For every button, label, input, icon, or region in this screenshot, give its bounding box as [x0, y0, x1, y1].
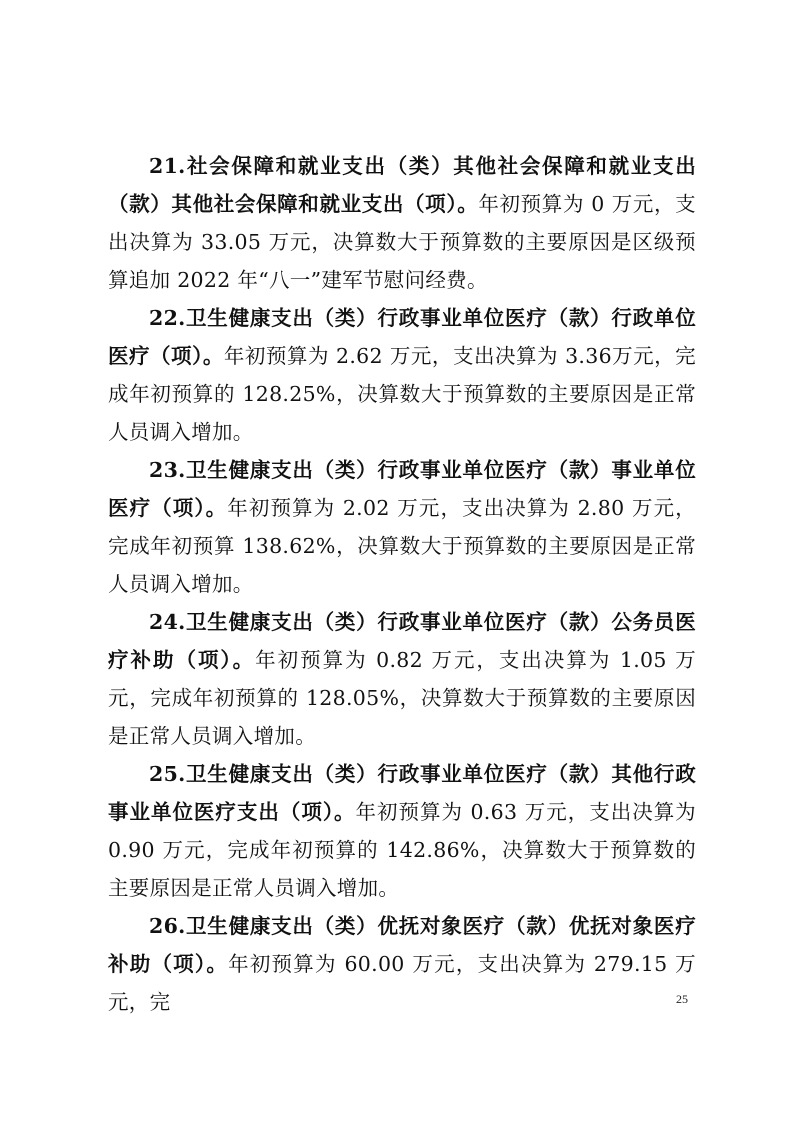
paragraph-21 — [108, 147, 696, 299]
paragraph-heading: 24.卫生健康支出（类）行政事业单位医疗（款）公务员医疗补助（项）。 — [108, 610, 696, 672]
page-number: 25 — [676, 992, 688, 1006]
paragraph-text: 年初预算为 0.63 万元，支出决算为 0.90 万元，完成年初预算的 142.86%，决算数大于预算数的主要原因是正常人员调入增加。 — [108, 800, 696, 900]
paragraph-26 — [108, 907, 696, 1021]
paragraph-heading: 22.卫生健康支出（类）行政事业单位医疗（款）行政单位医疗（项）。 — [108, 306, 696, 368]
paragraph-heading: 21.社会保障和就业支出（类）其他社会保障和就业支出（款）其他社会保障和就业支出（项）。 — [108, 154, 696, 216]
document-body — [108, 147, 696, 1021]
paragraph-22 — [108, 299, 696, 451]
paragraph-text: 年初预算为 60.00 万元，支出决算为 279.15 万元，完 — [108, 952, 696, 1014]
paragraph-23 — [108, 451, 696, 603]
paragraph-text: 年初预算为 0.82 万元，支出决算为 1.05 万元，完成年初预算的 128.05%，决算数大于预算数的主要原因是正常人员调入增加。 — [108, 648, 697, 748]
paragraph-24 — [108, 603, 696, 755]
paragraph-heading: 26.卫生健康支出（类）优抚对象医疗（款）优抚对象医疗 补助（项）。 — [108, 914, 696, 976]
paragraph-heading: 23.卫生健康支出（类）行政事业单位医疗（款）事业单位医疗（项）。 — [108, 458, 696, 520]
paragraph-heading: 25.卫生健康支出（类）行政事业单位医疗（款）其他行政 事业单位医疗支出（项）。 — [108, 762, 696, 824]
paragraph-text: 年初预算为 2.02 万元，支出决算为 2.80 万元，完成年初预算 138.62%，决算数大于预算数的主要原因是正常人员调入增加。 — [108, 496, 696, 596]
paragraph-25 — [108, 755, 696, 907]
paragraph-text: 年初预算为 2.62 万元，支出决算为 3.36万元，完成年初预算的 128.25%，决算数大于预算数的主要原因是正常人员调入增加。 — [108, 344, 696, 444]
paragraph-text: 年初预算为 0 万元，支出决算为 33.05 万元，决算数大于预算数的主要原因是区级预算追加 2022 年“八一”建军节慰问经费。 — [108, 192, 696, 292]
